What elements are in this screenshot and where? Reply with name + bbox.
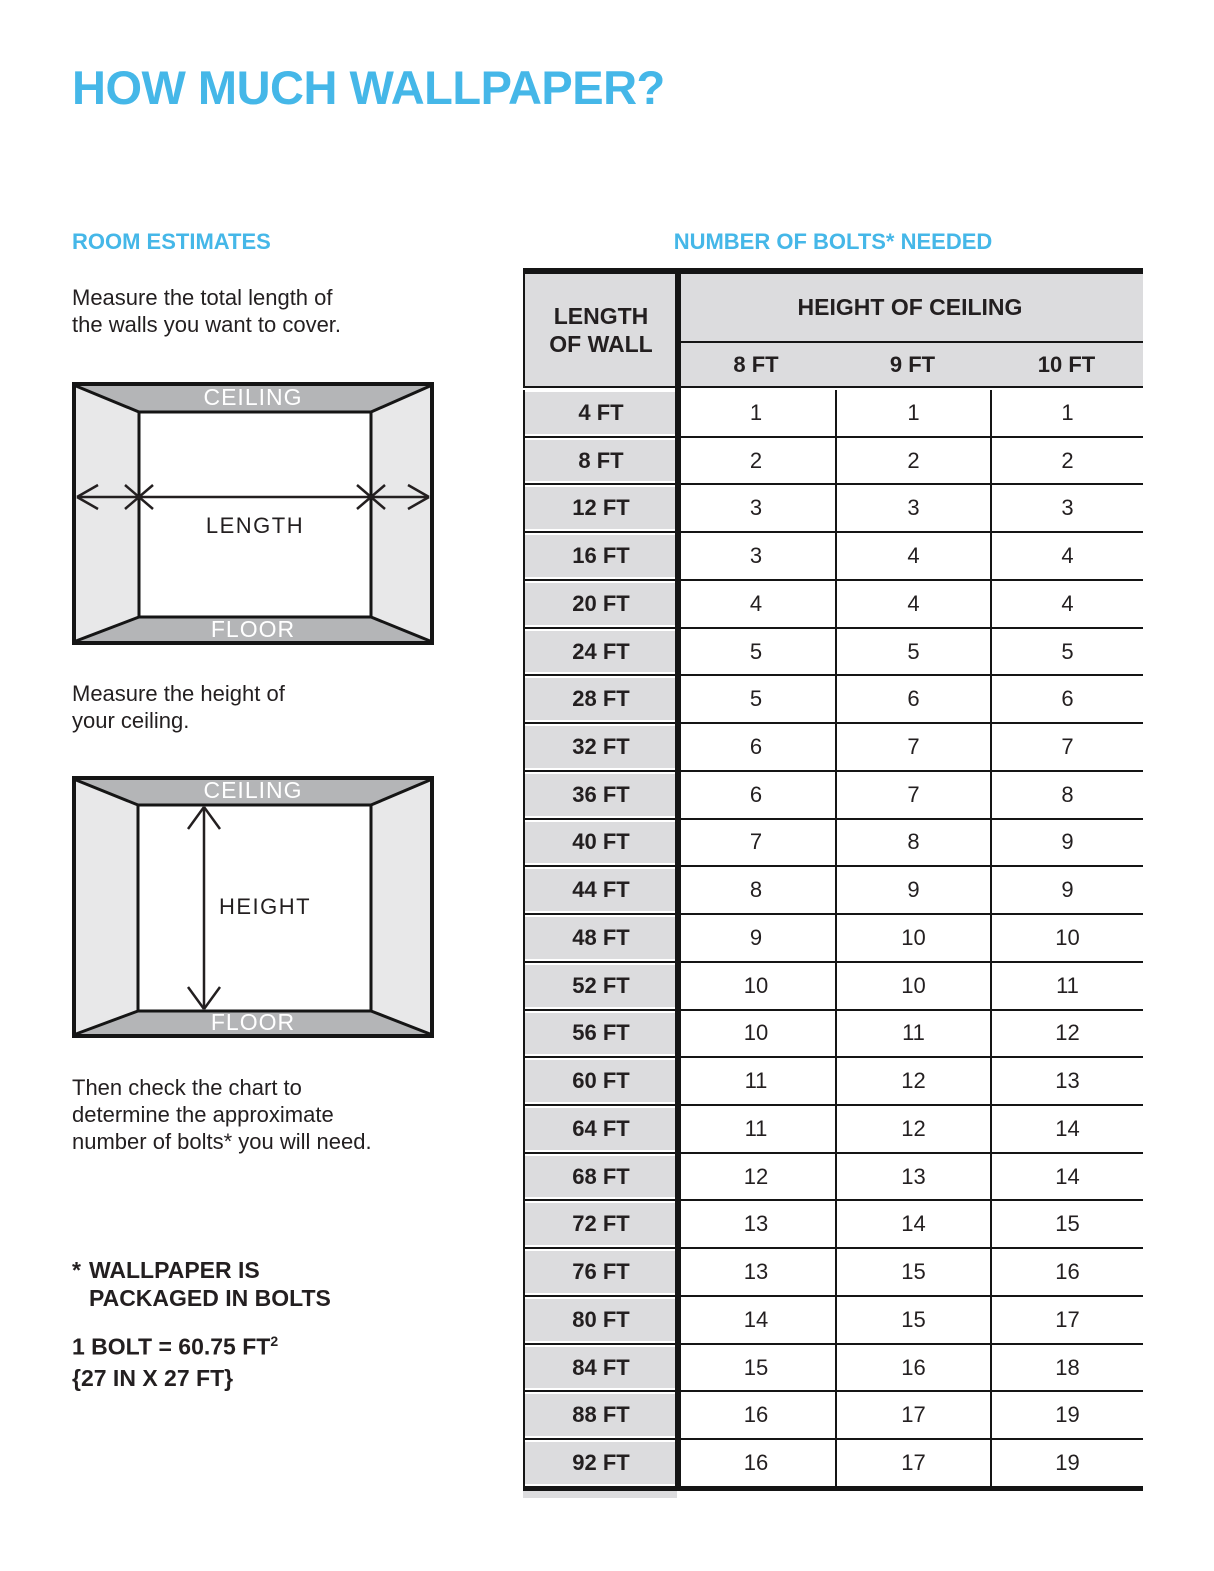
bolt-count-cell: 12 bbox=[835, 1058, 990, 1104]
page-title: HOW MUCH WALLPAPER? bbox=[72, 61, 665, 114]
table-row bbox=[523, 676, 1143, 724]
table-row bbox=[523, 1011, 1143, 1059]
table-row bbox=[523, 867, 1143, 915]
table-row bbox=[523, 1058, 1143, 1106]
height-label: HEIGHT bbox=[219, 894, 312, 919]
bolt-count-cell: 17 bbox=[835, 1392, 990, 1438]
step-length-line2: the walls you want to cover. bbox=[72, 312, 342, 337]
row-label: 32 FT bbox=[523, 724, 677, 770]
bolt-count-cell: 12 bbox=[835, 1106, 990, 1152]
floor-label: FLOOR bbox=[210, 616, 296, 642]
ceiling-label: CEILING bbox=[203, 384, 303, 410]
bolt-count-cell: 16 bbox=[990, 1249, 1143, 1295]
table-row bbox=[523, 820, 1143, 868]
bolt-count-cell: 10 bbox=[677, 1011, 835, 1057]
bolt-count-cell: 12 bbox=[990, 1011, 1143, 1057]
row-label: 40 FT bbox=[523, 820, 677, 866]
row-label: 84 FT bbox=[523, 1345, 677, 1391]
footnote-line2: PACKAGED IN BOLTS bbox=[88, 1285, 331, 1311]
bolt-count-cell: 14 bbox=[990, 1106, 1143, 1152]
bolt-count-cell: 9 bbox=[677, 915, 835, 961]
bolt-count-cell: 19 bbox=[990, 1392, 1143, 1438]
row-label: 20 FT bbox=[523, 581, 677, 627]
bolt-count-cell: 7 bbox=[677, 820, 835, 866]
bolt-count-cell: 6 bbox=[990, 676, 1143, 722]
bolt-dimensions: {27 IN X 27 FT} bbox=[72, 1364, 234, 1391]
col-header-8ft: 8 FT bbox=[733, 351, 779, 377]
table-row bbox=[523, 1201, 1143, 1249]
footnote-line1: WALLPAPER IS bbox=[88, 1257, 260, 1283]
bolts-table bbox=[523, 268, 1143, 1493]
bolt-count-cell: 16 bbox=[677, 1440, 835, 1486]
bolt-count-cell: 17 bbox=[990, 1297, 1143, 1343]
row-label: 52 FT bbox=[523, 963, 677, 1009]
bolt-count-cell: 3 bbox=[835, 485, 990, 531]
bolt-count-cell: 10 bbox=[835, 963, 990, 1009]
bolt-count-cell: 11 bbox=[677, 1106, 835, 1152]
bolt-count-cell: 1 bbox=[677, 390, 835, 436]
row-label: 56 FT bbox=[523, 1011, 677, 1057]
bolt-count-cell: 12 bbox=[677, 1154, 835, 1200]
row-label: 68 FT bbox=[523, 1154, 677, 1200]
bolt-count-cell: 4 bbox=[835, 581, 990, 627]
bolt-count-cell: 16 bbox=[677, 1392, 835, 1438]
bolt-count-cell: 5 bbox=[677, 629, 835, 675]
row-label: 72 FT bbox=[523, 1201, 677, 1247]
bolt-count-cell: 19 bbox=[990, 1440, 1143, 1486]
row-label: 64 FT bbox=[523, 1106, 677, 1152]
bolt-count-cell: 10 bbox=[835, 915, 990, 961]
table-row bbox=[523, 438, 1143, 486]
bolt-count-cell: 6 bbox=[677, 772, 835, 818]
row-label: 88 FT bbox=[523, 1392, 677, 1438]
table-row bbox=[523, 629, 1143, 677]
table-gray-stub bbox=[523, 1491, 677, 1498]
step-height-line2: your ceiling. bbox=[72, 708, 190, 733]
bolt-count-cell: 4 bbox=[677, 581, 835, 627]
bolt-count-cell: 10 bbox=[677, 963, 835, 1009]
right-wall bbox=[371, 386, 430, 641]
bolt-count-cell: 2 bbox=[990, 438, 1143, 484]
table-row bbox=[523, 1297, 1143, 1345]
row-label: 16 FT bbox=[523, 533, 677, 579]
col-header-10ft: 10 FT bbox=[1037, 351, 1096, 377]
bolt-count-cell: 15 bbox=[835, 1297, 990, 1343]
right-wall bbox=[371, 780, 430, 1034]
bolt-count-cell: 14 bbox=[677, 1297, 835, 1343]
bolt-count-cell: 4 bbox=[990, 533, 1143, 579]
bolt-count-cell: 9 bbox=[835, 867, 990, 913]
step-chart-text bbox=[72, 1074, 372, 1155]
bolt-count-cell: 9 bbox=[990, 867, 1143, 913]
bolt-count-cell: 17 bbox=[835, 1440, 990, 1486]
ceiling-label: CEILING bbox=[203, 777, 303, 803]
bolts-table-heading: NUMBER OF BOLTS* NEEDED bbox=[673, 229, 993, 254]
bolts-table-body bbox=[523, 390, 1143, 1486]
bolt-count-cell: 15 bbox=[677, 1345, 835, 1391]
table-row bbox=[523, 1106, 1143, 1154]
bolt-count-cell: 3 bbox=[677, 485, 835, 531]
bolt-count-cell: 2 bbox=[835, 438, 990, 484]
step-chart-line2: determine the approximate bbox=[72, 1102, 334, 1127]
col-header-9ft: 9 FT bbox=[889, 351, 936, 377]
bolt-count-cell: 7 bbox=[835, 772, 990, 818]
table-row bbox=[523, 1249, 1143, 1297]
bolt-count-cell: 14 bbox=[990, 1154, 1143, 1200]
bolt-count-cell: 8 bbox=[677, 867, 835, 913]
length-label: LENGTH bbox=[205, 513, 305, 538]
table-row bbox=[523, 390, 1143, 438]
row-label: 44 FT bbox=[523, 867, 677, 913]
row-label: 12 FT bbox=[523, 485, 677, 531]
bolt-count-cell: 9 bbox=[990, 820, 1143, 866]
row-label: 8 FT bbox=[523, 438, 677, 484]
bolt-count-cell: 10 bbox=[990, 915, 1143, 961]
bolt-count-cell: 3 bbox=[990, 485, 1143, 531]
table-row bbox=[523, 1392, 1143, 1440]
bolt-count-cell: 6 bbox=[835, 676, 990, 722]
bolt-count-cell: 13 bbox=[677, 1249, 835, 1295]
step-height-text bbox=[72, 680, 285, 734]
table-column-divider bbox=[675, 268, 681, 1491]
table-row bbox=[523, 1154, 1143, 1202]
floor-label: FLOOR bbox=[210, 1009, 296, 1035]
row-label: 24 FT bbox=[523, 629, 677, 675]
table-row bbox=[523, 772, 1143, 820]
bolt-count-cell: 4 bbox=[990, 581, 1143, 627]
left-wall bbox=[76, 780, 138, 1034]
row-header-length-of-wall: LENGTH OF WALL bbox=[523, 274, 677, 386]
row-label: 4 FT bbox=[523, 390, 677, 436]
bolt-count-cell: 15 bbox=[990, 1201, 1143, 1247]
bolt-count-cell: 8 bbox=[835, 820, 990, 866]
table-row bbox=[523, 1345, 1143, 1393]
ceiling-height-subheaders bbox=[677, 343, 1143, 386]
bolt-count-cell: 7 bbox=[835, 724, 990, 770]
step-chart-line1: Then check the chart to bbox=[72, 1075, 302, 1100]
bolt-count-cell: 6 bbox=[677, 724, 835, 770]
length-room-diagram bbox=[72, 382, 434, 645]
room-estimates-heading: ROOM ESTIMATES bbox=[72, 229, 271, 254]
row-label: 28 FT bbox=[523, 676, 677, 722]
bolt-count-cell: 14 bbox=[835, 1201, 990, 1247]
bolt-count-cell: 11 bbox=[835, 1011, 990, 1057]
bolt-count-cell: 11 bbox=[990, 963, 1143, 1009]
bolt-count-cell: 13 bbox=[990, 1058, 1143, 1104]
left-wall bbox=[76, 386, 139, 641]
table-row bbox=[523, 724, 1143, 772]
row-label: 92 FT bbox=[523, 1440, 677, 1486]
row-label: 60 FT bbox=[523, 1058, 677, 1104]
table-row bbox=[523, 533, 1143, 581]
table-header bbox=[523, 274, 1143, 388]
bolt-count-cell: 7 bbox=[990, 724, 1143, 770]
bolt-count-cell: 5 bbox=[677, 676, 835, 722]
row-label: 48 FT bbox=[523, 915, 677, 961]
bolts-footnote bbox=[72, 1256, 331, 1312]
bolt-count-cell: 2 bbox=[677, 438, 835, 484]
table-row bbox=[523, 963, 1143, 1011]
bolt-count-cell: 18 bbox=[990, 1345, 1143, 1391]
row-label: 80 FT bbox=[523, 1297, 677, 1343]
step-height-line1: Measure the height of bbox=[72, 681, 285, 706]
table-row bbox=[523, 915, 1143, 963]
step-length-line1: Measure the total length of bbox=[72, 285, 333, 310]
table-row bbox=[523, 1440, 1143, 1486]
bolt-count-cell: 16 bbox=[835, 1345, 990, 1391]
bolt-count-cell: 5 bbox=[835, 629, 990, 675]
row-label: 76 FT bbox=[523, 1249, 677, 1295]
height-room-diagram bbox=[72, 776, 434, 1038]
step-chart-line3: number of bolts* you will need. bbox=[72, 1129, 372, 1154]
row-label: 36 FT bbox=[523, 772, 677, 818]
bolt-count-cell: 5 bbox=[990, 629, 1143, 675]
bolt-count-cell: 3 bbox=[677, 533, 835, 579]
bolt-count-cell: 13 bbox=[835, 1154, 990, 1200]
bolt-count-cell: 4 bbox=[835, 533, 990, 579]
col-group-header-height-of-ceiling: HEIGHT OF CEILING bbox=[677, 274, 1143, 343]
step-length-text bbox=[72, 284, 341, 338]
bolt-count-cell: 15 bbox=[835, 1249, 990, 1295]
bolt-count-cell: 11 bbox=[677, 1058, 835, 1104]
bolt-size-info bbox=[72, 1326, 278, 1394]
bolt-count-cell: 8 bbox=[990, 772, 1143, 818]
squared-exponent: 2 bbox=[270, 1333, 279, 1349]
bolt-count-cell: 1 bbox=[835, 390, 990, 436]
table-row bbox=[523, 485, 1143, 533]
bolt-count-cell: 13 bbox=[677, 1201, 835, 1247]
table-row bbox=[523, 581, 1143, 629]
bolt-equation: 1 BOLT = 60.75 $FT^2$ bbox=[72, 1333, 279, 1360]
bolt-count-cell: 1 bbox=[990, 390, 1143, 436]
asterisk: * bbox=[72, 1257, 81, 1283]
